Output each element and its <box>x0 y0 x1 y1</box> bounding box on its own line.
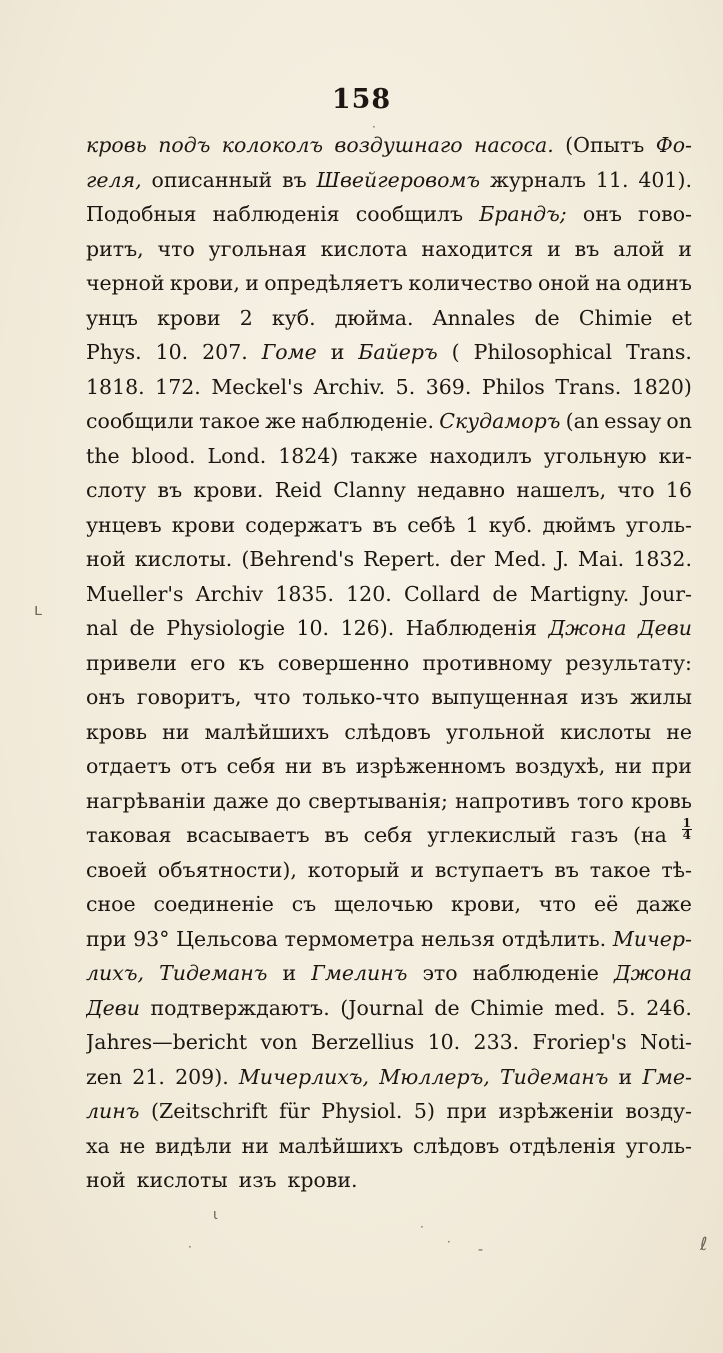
margin-mark: ʟ <box>34 600 43 619</box>
page-number: 158 <box>331 84 392 115</box>
word: 5) <box>413 1099 435 1123</box>
word: 10. <box>296 616 330 640</box>
word: всасываетъ <box>186 823 310 847</box>
word: 1818. <box>86 374 145 399</box>
word: 369. <box>425 374 472 399</box>
word: и <box>330 340 345 364</box>
word: Trans. <box>555 374 622 399</box>
word: Collard <box>403 581 481 606</box>
word: унцъ <box>86 305 138 330</box>
word: Брандъ; <box>479 202 567 226</box>
word: 233. <box>473 1030 520 1054</box>
word: оной <box>537 271 590 295</box>
word: Деви <box>86 995 140 1020</box>
word: 10. <box>427 1030 461 1054</box>
word: de <box>534 305 560 330</box>
word: Mai. <box>577 547 625 571</box>
word: на <box>595 271 622 295</box>
text-line <box>86 818 692 853</box>
word: 120. <box>346 581 392 606</box>
word: отдаетъ <box>86 754 172 778</box>
word: своей <box>86 857 148 882</box>
word: Скудаморъ <box>439 409 561 433</box>
word: Repert. <box>363 547 441 571</box>
word: Деви <box>638 616 692 640</box>
word: слѣдовъ <box>412 1133 500 1158</box>
word: Clanny <box>333 478 406 502</box>
word: сообщили <box>86 409 194 433</box>
word: её <box>593 892 619 916</box>
word: ки- <box>658 443 692 468</box>
word: nal <box>86 616 118 640</box>
word: въ <box>554 857 579 882</box>
word: 5. <box>395 374 416 399</box>
word: уголь- <box>625 512 692 537</box>
word: вступаетъ <box>434 857 544 882</box>
text-line <box>86 922 692 957</box>
word: тѣ- <box>661 857 692 882</box>
word: малѣйшихъ <box>204 719 330 744</box>
word: что <box>157 236 195 261</box>
word: угольную <box>543 443 647 468</box>
word: 10. <box>155 340 189 364</box>
word: не <box>119 1133 146 1158</box>
word: въ <box>324 823 349 847</box>
word: изъ <box>238 1168 277 1192</box>
word: 207. <box>202 340 248 364</box>
word: крови <box>157 305 221 330</box>
word: что <box>617 478 655 502</box>
word: и <box>410 857 425 882</box>
word: der <box>449 547 485 571</box>
word: подъ <box>158 133 211 157</box>
text-line <box>86 335 692 370</box>
word: 1835. <box>275 581 334 606</box>
text-line <box>86 1129 692 1164</box>
word: сное <box>86 892 136 916</box>
word: кровь <box>86 133 147 157</box>
word: кровь <box>630 788 692 813</box>
word: de <box>492 581 518 606</box>
text-line <box>86 439 692 474</box>
word: его <box>190 650 226 675</box>
word: Trans. <box>626 340 692 364</box>
word: газъ <box>570 823 619 847</box>
word: и <box>618 1064 633 1089</box>
word: углекислый <box>427 823 557 847</box>
word: für <box>279 1099 310 1123</box>
word: Гмелинъ <box>311 961 408 985</box>
word: даже <box>212 788 269 813</box>
text-line <box>86 473 692 508</box>
word: изрѣженномъ <box>355 754 506 778</box>
word: уголь- <box>625 1133 692 1158</box>
word: щелочью <box>334 892 434 916</box>
word: et <box>671 305 692 330</box>
word: отдѣлить. <box>501 926 607 951</box>
word: крови. <box>193 478 264 502</box>
word: Подобныя <box>86 202 197 226</box>
word: термометра <box>284 926 415 951</box>
word: опредѣляетъ <box>264 271 403 295</box>
word: zen <box>86 1064 123 1089</box>
word: при <box>651 754 692 778</box>
word: въ <box>321 754 347 778</box>
word: 21. <box>132 1064 165 1089</box>
word: Meckel's <box>211 374 304 399</box>
body-text <box>86 128 692 1198</box>
word: Archiv <box>195 581 264 606</box>
word: угольная <box>208 236 307 261</box>
word: крови, <box>169 271 240 295</box>
word: не <box>666 719 692 744</box>
word: Наблюденія <box>405 616 537 640</box>
word: 1824) <box>278 443 339 468</box>
word: (Journal <box>340 995 424 1020</box>
word: Berzellius <box>310 1030 415 1054</box>
word: Chimie <box>470 995 544 1020</box>
word: Тидеманъ <box>499 1064 609 1089</box>
word: кислота <box>320 236 408 261</box>
word: линъ <box>86 1099 140 1123</box>
ink-speck: ɩ <box>213 1207 218 1223</box>
text-line <box>86 197 692 232</box>
ink-speck: · <box>372 120 376 134</box>
word: кровь <box>86 719 147 744</box>
word: 172. <box>155 374 201 399</box>
word: Med. <box>493 547 547 571</box>
word: ной <box>86 547 126 571</box>
word: 16 <box>665 478 692 502</box>
word: 401). <box>638 167 692 192</box>
word: нагрѣваніи <box>86 788 206 813</box>
word: возду- <box>625 1099 692 1123</box>
text-line <box>86 508 692 543</box>
fraction-numerator: 1 <box>682 818 691 830</box>
text-line <box>86 680 692 715</box>
word: воздухѣ, <box>515 754 606 778</box>
text-line <box>86 611 692 646</box>
word: къ <box>238 650 265 675</box>
word: 246. <box>646 995 692 1020</box>
word: 93° <box>133 926 170 951</box>
word: онъ <box>86 685 126 709</box>
text-line <box>86 301 692 336</box>
word: Lond. <box>207 443 267 468</box>
word: свертыванія; <box>308 788 448 813</box>
word: 209). <box>175 1064 229 1089</box>
word: воздушнаго <box>334 133 463 157</box>
word: что <box>538 892 577 916</box>
word: при <box>86 926 127 951</box>
word: Гме- <box>642 1064 692 1089</box>
word: Noti- <box>639 1030 692 1054</box>
text-line <box>86 1094 692 1129</box>
word: Froriep's <box>532 1030 627 1054</box>
word: который <box>307 857 400 882</box>
word: и <box>245 271 259 295</box>
word: (Zeitschrift <box>151 1099 268 1123</box>
word: съ <box>291 892 317 916</box>
word: совершенно <box>277 650 410 675</box>
word: дюймъ <box>542 512 616 537</box>
word: essay <box>604 409 662 433</box>
word: такое <box>589 857 651 882</box>
word: Тидеманъ <box>159 961 268 985</box>
word: 5. <box>616 995 636 1020</box>
word: таковая <box>86 823 172 847</box>
word: J. <box>555 547 569 571</box>
word: (an <box>565 409 600 433</box>
text-line <box>86 956 692 991</box>
word: въ <box>574 236 600 261</box>
word: куб. <box>271 305 316 330</box>
word: Archiv. <box>313 374 386 399</box>
word: de <box>434 995 460 1020</box>
word: угольной <box>445 719 545 744</box>
word: кислоты. <box>134 547 233 571</box>
word: Мичерлихъ, <box>238 1064 370 1089</box>
word: объятности), <box>157 857 297 882</box>
word: дюйма. <box>334 305 414 330</box>
ink-speck: - <box>478 1242 484 1258</box>
word: соединеніе <box>153 892 274 916</box>
word: черной <box>86 271 165 295</box>
word: ни <box>614 754 643 778</box>
word: наблюденіе <box>472 961 599 985</box>
text-line <box>86 887 692 922</box>
word: только-что <box>302 685 420 709</box>
word: Physiologie <box>166 616 285 640</box>
word: себѣ <box>407 512 456 537</box>
word: Байеръ <box>358 340 438 364</box>
ink-speck: · <box>447 1235 451 1249</box>
word: количество <box>408 271 533 295</box>
word: себя <box>363 823 413 847</box>
word: отъ <box>180 754 218 778</box>
word: наблюденіе. <box>301 409 435 433</box>
word: того <box>576 788 624 813</box>
word: слѣдовъ <box>344 719 431 744</box>
word: Annales <box>432 305 516 330</box>
word: кислоты <box>560 719 652 744</box>
word: Phys. <box>86 340 142 364</box>
word: напротивъ <box>455 788 570 813</box>
word: Гоме <box>261 340 317 364</box>
word: онъ <box>582 202 622 226</box>
word: нашелъ, <box>516 478 607 502</box>
text-line <box>86 853 692 888</box>
word: что <box>253 685 291 709</box>
word: Physiol. <box>321 1099 403 1123</box>
word: малѣйшихъ <box>278 1133 404 1158</box>
word: ни <box>162 719 190 744</box>
word: Philosophical <box>473 340 613 364</box>
word: Швейгеровомъ <box>316 167 481 192</box>
word: даже <box>636 892 692 916</box>
word: ( <box>451 340 460 364</box>
word: противному <box>422 650 553 675</box>
word: Фо- <box>655 133 692 157</box>
word: ни <box>284 754 313 778</box>
word: при <box>446 1099 487 1123</box>
word: это <box>422 961 458 985</box>
ink-speck: · <box>420 1220 424 1234</box>
word: слоту <box>86 478 147 502</box>
word: говоритъ, <box>136 685 242 709</box>
word: отдѣленія <box>508 1133 616 1158</box>
word: (Опытъ <box>565 133 645 157</box>
word: унцевъ <box>86 512 162 537</box>
text-line <box>86 1025 692 1060</box>
word: Jour- <box>641 581 692 606</box>
word: Chimie <box>578 305 653 330</box>
word: Philos <box>481 374 545 399</box>
word: 11. <box>595 167 629 192</box>
word: изрѣженіи <box>498 1099 614 1123</box>
text-line <box>86 163 692 198</box>
word: 1 <box>465 512 479 537</box>
word: колоколъ <box>221 133 324 157</box>
word: также <box>350 443 418 468</box>
word: нельзя <box>420 926 496 951</box>
word: описанный <box>151 167 273 192</box>
word: (на <box>632 823 667 847</box>
word: (Behrend's <box>241 547 355 571</box>
text-line <box>86 1163 692 1198</box>
text-line <box>86 784 692 819</box>
word: сообщилъ <box>355 202 464 226</box>
word: въ <box>282 167 307 192</box>
word: въ <box>372 512 398 537</box>
word: Jahres—bericht <box>86 1030 248 1054</box>
text-line <box>86 577 692 612</box>
word: крови. <box>287 1168 358 1192</box>
word: крови <box>171 512 236 537</box>
word: привели <box>86 650 177 675</box>
word: 1832. <box>633 547 692 571</box>
word: геля, <box>86 167 142 192</box>
word: Джона <box>548 616 627 640</box>
text-line <box>86 542 692 577</box>
text-line <box>86 128 692 163</box>
word: журналъ <box>489 167 586 192</box>
word: ритъ, <box>86 236 144 261</box>
fraction <box>682 818 692 853</box>
word: куб. <box>488 512 533 537</box>
word: 1820) <box>631 374 692 399</box>
word: насоса. <box>473 133 554 157</box>
word: Мюллеръ, <box>379 1064 490 1089</box>
word: Цельсова <box>176 926 278 951</box>
word: и <box>678 236 692 261</box>
word: the <box>86 443 120 468</box>
text-line <box>86 646 692 681</box>
word: Мичер- <box>612 926 692 951</box>
text-line <box>86 232 692 267</box>
word: Mueller's <box>86 581 184 606</box>
word: med. <box>554 995 606 1020</box>
word: гово- <box>638 202 692 226</box>
word: и <box>282 961 297 985</box>
word: находится <box>421 236 534 261</box>
word: Reid <box>274 478 322 502</box>
word: лихъ, <box>86 961 144 985</box>
text-line <box>86 404 692 439</box>
ink-speck: · <box>188 1240 192 1254</box>
word: Martigny. <box>529 581 630 606</box>
text-line <box>86 715 692 750</box>
word: Джона <box>613 961 692 985</box>
word: находилъ <box>429 443 532 468</box>
text-line <box>86 991 692 1026</box>
word: алой <box>613 236 665 261</box>
word: результату: <box>565 650 692 675</box>
word: одинъ <box>626 271 692 295</box>
word: такое <box>199 409 260 433</box>
word: же <box>265 409 297 433</box>
text-line <box>86 266 692 301</box>
text-line <box>86 370 692 405</box>
word: von <box>260 1030 298 1054</box>
word: себя <box>226 754 276 778</box>
word: наблюденія <box>212 202 340 226</box>
fraction-denominator: 4 <box>682 828 691 842</box>
word: и <box>547 236 561 261</box>
word: on <box>666 409 692 433</box>
word: подтверждаютъ. <box>150 995 330 1020</box>
word: въ <box>157 478 183 502</box>
word: до <box>276 788 301 813</box>
word: ной <box>86 1168 126 1192</box>
word: ни <box>241 1133 269 1158</box>
word: de <box>129 616 155 640</box>
word: выпущенная <box>431 685 569 709</box>
corner-mark: ℓ <box>700 1234 708 1255</box>
word: недавно <box>416 478 506 502</box>
word: 2 <box>239 305 253 330</box>
word: кислоты <box>136 1168 228 1192</box>
word: ха <box>86 1133 110 1158</box>
word: крови, <box>451 892 522 916</box>
text-line <box>86 749 692 784</box>
text-line <box>86 1060 692 1095</box>
word: жилы <box>630 685 692 709</box>
word: видѣли <box>155 1133 232 1158</box>
word: изъ <box>580 685 619 709</box>
word: содержатъ <box>245 512 363 537</box>
word: blood. <box>131 443 196 468</box>
word: 126). <box>340 616 395 640</box>
